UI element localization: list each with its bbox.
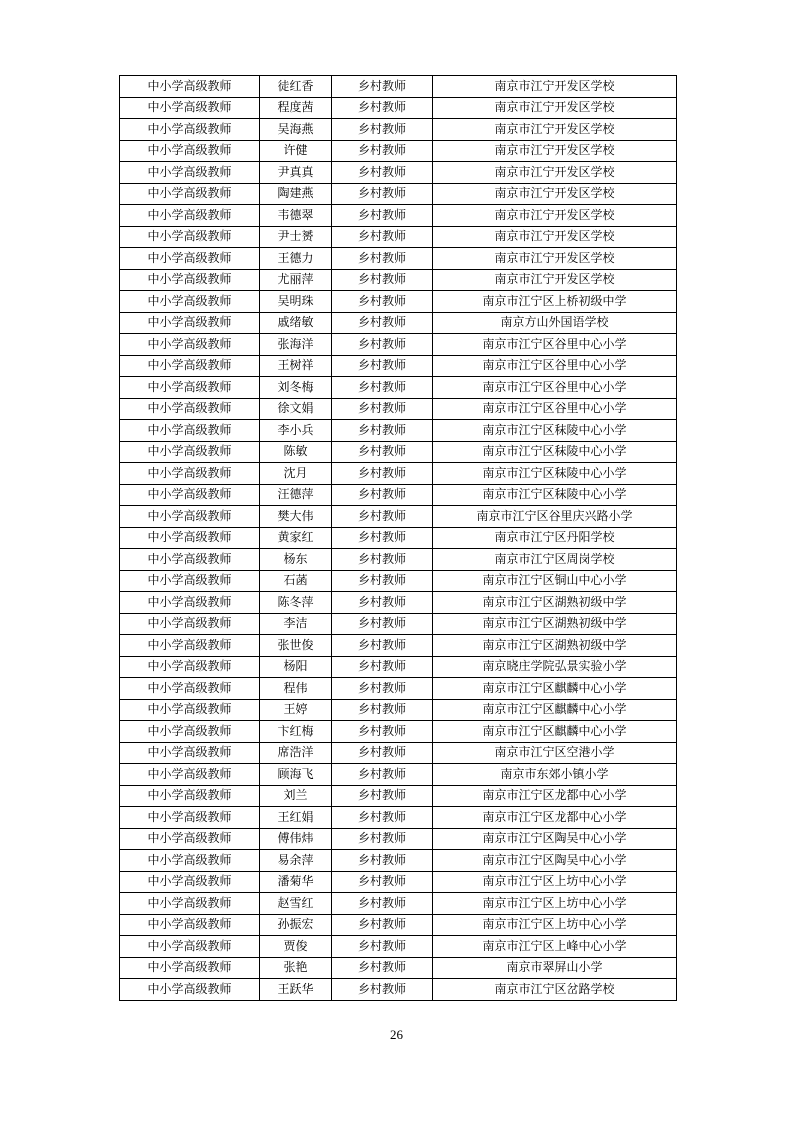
school-cell: 南京市江宁开发区学校	[433, 248, 677, 270]
school-cell: 南京市江宁开发区学校	[433, 119, 677, 141]
name-cell: 赵雪红	[260, 893, 332, 915]
school-cell: 南京市江宁区谷里中心小学	[433, 377, 677, 399]
title-cell: 中小学高级教师	[120, 269, 260, 291]
title-cell: 中小学高级教师	[120, 162, 260, 184]
school-cell: 南京市江宁区秣陵中心小学	[433, 484, 677, 506]
school-cell: 南京市江宁区龙都中心小学	[433, 785, 677, 807]
category-cell: 乡村教师	[332, 506, 433, 528]
category-cell: 乡村教师	[332, 828, 433, 850]
school-cell: 南京市江宁区麒麟中心小学	[433, 721, 677, 743]
category-cell: 乡村教师	[332, 377, 433, 399]
category-cell: 乡村教师	[332, 592, 433, 614]
title-cell: 中小学高级教师	[120, 248, 260, 270]
title-cell: 中小学高级教师	[120, 785, 260, 807]
school-cell: 南京市江宁开发区学校	[433, 97, 677, 119]
category-cell: 乡村教师	[332, 936, 433, 958]
name-cell: 杨东	[260, 549, 332, 571]
name-cell: 吴明珠	[260, 291, 332, 313]
category-cell: 乡村教师	[332, 764, 433, 786]
title-cell: 中小学高级教师	[120, 527, 260, 549]
name-cell: 张艳	[260, 957, 332, 979]
category-cell: 乡村教师	[332, 742, 433, 764]
table-row	[120, 850, 677, 872]
school-cell: 南京市江宁区上坊中心小学	[433, 893, 677, 915]
name-cell: 尹士赟	[260, 226, 332, 248]
table-row	[120, 656, 677, 678]
name-cell: 傅伟炜	[260, 828, 332, 850]
title-cell: 中小学高级教师	[120, 334, 260, 356]
title-cell: 中小学高级教师	[120, 355, 260, 377]
school-cell: 南京市江宁区陶吴中心小学	[433, 828, 677, 850]
category-cell: 乡村教师	[332, 226, 433, 248]
name-cell: 王树祥	[260, 355, 332, 377]
name-cell: 陶建燕	[260, 183, 332, 205]
title-cell: 中小学高级教师	[120, 871, 260, 893]
title-cell: 中小学高级教师	[120, 957, 260, 979]
category-cell: 乡村教师	[332, 570, 433, 592]
name-cell: 汪德萍	[260, 484, 332, 506]
name-cell: 王红娟	[260, 807, 332, 829]
name-cell: 张世俊	[260, 635, 332, 657]
name-cell: 王跃华	[260, 979, 332, 1001]
title-cell: 中小学高级教师	[120, 721, 260, 743]
table-row	[120, 549, 677, 571]
table-row	[120, 377, 677, 399]
school-cell: 南京市江宁区秣陵中心小学	[433, 420, 677, 442]
name-cell: 徒红香	[260, 76, 332, 98]
title-cell: 中小学高级教师	[120, 613, 260, 635]
name-cell: 王婷	[260, 699, 332, 721]
category-cell: 乡村教师	[332, 76, 433, 98]
category-cell: 乡村教师	[332, 312, 433, 334]
school-cell: 南京市江宁区湖熟初级中学	[433, 592, 677, 614]
name-cell: 顾海飞	[260, 764, 332, 786]
school-cell: 南京市江宁区麒麟中心小学	[433, 678, 677, 700]
category-cell: 乡村教师	[332, 871, 433, 893]
school-cell: 南京市江宁区陶吴中心小学	[433, 850, 677, 872]
table-row	[120, 291, 677, 313]
school-cell: 南京市江宁开发区学校	[433, 183, 677, 205]
school-cell: 南京市江宁区谷里中心小学	[433, 334, 677, 356]
name-cell: 陈冬萍	[260, 592, 332, 614]
table-row	[120, 764, 677, 786]
title-cell: 中小学高级教师	[120, 850, 260, 872]
school-cell: 南京市江宁区上峰中心小学	[433, 936, 677, 958]
school-cell: 南京市江宁开发区学校	[433, 162, 677, 184]
title-cell: 中小学高级教师	[120, 140, 260, 162]
category-cell: 乡村教师	[332, 441, 433, 463]
table-row	[120, 334, 677, 356]
school-cell: 南京市江宁区空港小学	[433, 742, 677, 764]
category-cell: 乡村教师	[332, 807, 433, 829]
school-cell: 南京市江宁区谷里中心小学	[433, 398, 677, 420]
title-cell: 中小学高级教师	[120, 592, 260, 614]
title-cell: 中小学高级教师	[120, 914, 260, 936]
school-cell: 南京晓庄学院弘景实验小学	[433, 656, 677, 678]
category-cell: 乡村教师	[332, 355, 433, 377]
title-cell: 中小学高级教师	[120, 463, 260, 485]
title-cell: 中小学高级教师	[120, 97, 260, 119]
title-cell: 中小学高级教师	[120, 398, 260, 420]
table-row	[120, 162, 677, 184]
school-cell: 南京市东郊小镇小学	[433, 764, 677, 786]
title-cell: 中小学高级教师	[120, 549, 260, 571]
category-cell: 乡村教师	[332, 484, 433, 506]
name-cell: 卞红梅	[260, 721, 332, 743]
title-cell: 中小学高级教师	[120, 226, 260, 248]
title-cell: 中小学高级教师	[120, 979, 260, 1001]
title-cell: 中小学高级教师	[120, 699, 260, 721]
table-row	[120, 527, 677, 549]
category-cell: 乡村教师	[332, 785, 433, 807]
table-row	[120, 570, 677, 592]
category-cell: 乡村教师	[332, 893, 433, 915]
title-cell: 中小学高级教师	[120, 205, 260, 227]
title-cell: 中小学高级教师	[120, 377, 260, 399]
name-cell: 尤丽萍	[260, 269, 332, 291]
name-cell: 沈月	[260, 463, 332, 485]
title-cell: 中小学高级教师	[120, 807, 260, 829]
name-cell: 黄家红	[260, 527, 332, 549]
name-cell: 潘菊华	[260, 871, 332, 893]
table-row	[120, 269, 677, 291]
school-cell: 南京市江宁开发区学校	[433, 226, 677, 248]
name-cell: 程度茜	[260, 97, 332, 119]
table-row	[120, 893, 677, 915]
table-row	[120, 979, 677, 1001]
school-cell: 南京市江宁区上坊中心小学	[433, 914, 677, 936]
category-cell: 乡村教师	[332, 527, 433, 549]
category-cell: 乡村教师	[332, 140, 433, 162]
title-cell: 中小学高级教师	[120, 506, 260, 528]
category-cell: 乡村教师	[332, 699, 433, 721]
category-cell: 乡村教师	[332, 850, 433, 872]
school-cell: 南京市江宁区湖熟初级中学	[433, 613, 677, 635]
title-cell: 中小学高级教师	[120, 420, 260, 442]
table-row	[120, 807, 677, 829]
school-cell: 南京市江宁区秣陵中心小学	[433, 463, 677, 485]
category-cell: 乡村教师	[332, 914, 433, 936]
school-cell: 南京方山外国语学校	[433, 312, 677, 334]
category-cell: 乡村教师	[332, 162, 433, 184]
school-cell: 南京市江宁开发区学校	[433, 76, 677, 98]
name-cell: 戚绪敏	[260, 312, 332, 334]
school-cell: 南京市江宁开发区学校	[433, 269, 677, 291]
name-cell: 张海洋	[260, 334, 332, 356]
name-cell: 李小兵	[260, 420, 332, 442]
roster-table-body	[120, 76, 677, 1001]
title-cell: 中小学高级教师	[120, 76, 260, 98]
table-row	[120, 785, 677, 807]
name-cell: 程伟	[260, 678, 332, 700]
table-row	[120, 355, 677, 377]
school-cell: 南京市江宁区上坊中心小学	[433, 871, 677, 893]
name-cell: 孙振宏	[260, 914, 332, 936]
category-cell: 乡村教师	[332, 678, 433, 700]
name-cell: 韦德翠	[260, 205, 332, 227]
table-row	[120, 828, 677, 850]
table-row	[120, 506, 677, 528]
table-row	[120, 871, 677, 893]
table-row	[120, 742, 677, 764]
category-cell: 乡村教师	[332, 613, 433, 635]
table-row	[120, 183, 677, 205]
table-row	[120, 699, 677, 721]
school-cell: 南京市江宁区谷里庆兴路小学	[433, 506, 677, 528]
title-cell: 中小学高级教师	[120, 893, 260, 915]
table-row	[120, 420, 677, 442]
school-cell: 南京市江宁区上桥初级中学	[433, 291, 677, 313]
table-row	[120, 635, 677, 657]
table-row	[120, 140, 677, 162]
school-cell: 南京市江宁区谷里中心小学	[433, 355, 677, 377]
school-cell: 南京市江宁区麒麟中心小学	[433, 699, 677, 721]
category-cell: 乡村教师	[332, 248, 433, 270]
table-row	[120, 484, 677, 506]
table-row	[120, 76, 677, 98]
school-cell: 南京市江宁区湖熟初级中学	[433, 635, 677, 657]
category-cell: 乡村教师	[332, 721, 433, 743]
table-row	[120, 957, 677, 979]
title-cell: 中小学高级教师	[120, 742, 260, 764]
school-cell: 南京市江宁开发区学校	[433, 140, 677, 162]
category-cell: 乡村教师	[332, 119, 433, 141]
name-cell: 易余萍	[260, 850, 332, 872]
name-cell: 席浩洋	[260, 742, 332, 764]
table-row	[120, 97, 677, 119]
name-cell: 石菡	[260, 570, 332, 592]
school-cell: 南京市江宁区铜山中心小学	[433, 570, 677, 592]
name-cell: 杨阳	[260, 656, 332, 678]
table-row	[120, 936, 677, 958]
name-cell: 李洁	[260, 613, 332, 635]
name-cell: 贾俊	[260, 936, 332, 958]
table-row	[120, 678, 677, 700]
table-row	[120, 441, 677, 463]
title-cell: 中小学高级教师	[120, 936, 260, 958]
category-cell: 乡村教师	[332, 97, 433, 119]
category-cell: 乡村教师	[332, 463, 433, 485]
page-number: 26	[390, 1027, 403, 1042]
name-cell: 樊大伟	[260, 506, 332, 528]
title-cell: 中小学高级教师	[120, 656, 260, 678]
school-cell: 南京市江宁区秣陵中心小学	[433, 441, 677, 463]
title-cell: 中小学高级教师	[120, 312, 260, 334]
name-cell: 尹真真	[260, 162, 332, 184]
category-cell: 乡村教师	[332, 398, 433, 420]
table-row	[120, 398, 677, 420]
teacher-roster-table	[119, 75, 677, 1001]
table-row	[120, 463, 677, 485]
name-cell: 刘冬梅	[260, 377, 332, 399]
table-row	[120, 592, 677, 614]
title-cell: 中小学高级教师	[120, 484, 260, 506]
title-cell: 中小学高级教师	[120, 764, 260, 786]
school-cell: 南京市江宁区龙都中心小学	[433, 807, 677, 829]
school-cell: 南京市翠屏山小学	[433, 957, 677, 979]
name-cell: 徐文娟	[260, 398, 332, 420]
category-cell: 乡村教师	[332, 183, 433, 205]
title-cell: 中小学高级教师	[120, 828, 260, 850]
category-cell: 乡村教师	[332, 957, 433, 979]
name-cell: 陈敏	[260, 441, 332, 463]
title-cell: 中小学高级教师	[120, 183, 260, 205]
table-row	[120, 721, 677, 743]
table-row	[120, 205, 677, 227]
table-row	[120, 248, 677, 270]
school-cell: 南京市江宁区周岗学校	[433, 549, 677, 571]
title-cell: 中小学高级教师	[120, 291, 260, 313]
title-cell: 中小学高级教师	[120, 678, 260, 700]
name-cell: 刘兰	[260, 785, 332, 807]
school-cell: 南京市江宁区丹阳学校	[433, 527, 677, 549]
category-cell: 乡村教师	[332, 635, 433, 657]
category-cell: 乡村教师	[332, 291, 433, 313]
category-cell: 乡村教师	[332, 205, 433, 227]
table-row	[120, 226, 677, 248]
title-cell: 中小学高级教师	[120, 635, 260, 657]
table-row	[120, 613, 677, 635]
name-cell: 吴海燕	[260, 119, 332, 141]
title-cell: 中小学高级教师	[120, 119, 260, 141]
table-row	[120, 312, 677, 334]
title-cell: 中小学高级教师	[120, 570, 260, 592]
table-row	[120, 119, 677, 141]
category-cell: 乡村教师	[332, 420, 433, 442]
table-row	[120, 914, 677, 936]
name-cell: 王德力	[260, 248, 332, 270]
category-cell: 乡村教师	[332, 334, 433, 356]
category-cell: 乡村教师	[332, 269, 433, 291]
category-cell: 乡村教师	[332, 979, 433, 1001]
title-cell: 中小学高级教师	[120, 441, 260, 463]
school-cell: 南京市江宁区岔路学校	[433, 979, 677, 1001]
category-cell: 乡村教师	[332, 656, 433, 678]
category-cell: 乡村教师	[332, 549, 433, 571]
name-cell: 许健	[260, 140, 332, 162]
school-cell: 南京市江宁开发区学校	[433, 205, 677, 227]
